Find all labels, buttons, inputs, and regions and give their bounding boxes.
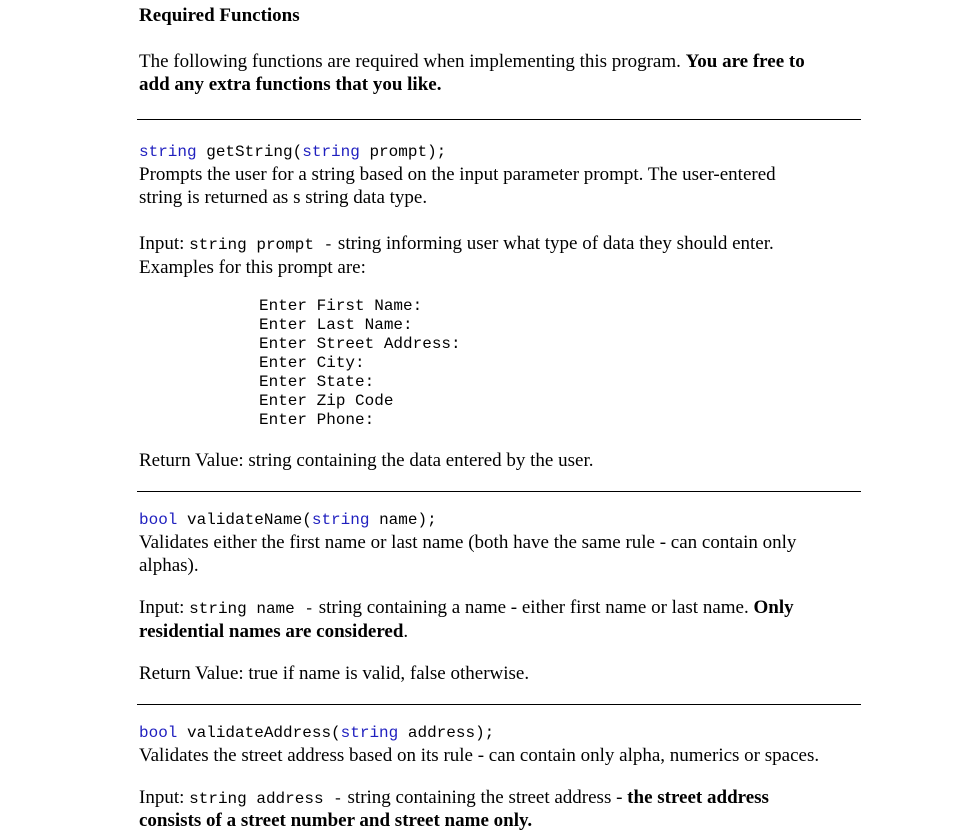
section-heading: Required Functions bbox=[139, 5, 300, 26]
intro-bold-1: You are free to bbox=[685, 51, 805, 72]
divider bbox=[137, 119, 861, 120]
example-item: Enter First Name: bbox=[259, 297, 423, 315]
example-item: Enter Phone: bbox=[259, 411, 375, 429]
example-item: Enter Zip Code bbox=[259, 392, 394, 410]
intro-line-1 bbox=[139, 51, 805, 73]
function-description: Validates either the first name or last name (both have the same rule - can contain only bbox=[139, 532, 797, 553]
example-item: Enter Street Address: bbox=[259, 335, 461, 353]
function-description: Prompts the user for a string based on the input parameter prompt. The user-entered bbox=[139, 164, 776, 185]
function-description: Validates the street address based on its rule - can contain only alpha, numerics or spaces. bbox=[139, 745, 820, 766]
intro-text: The following functions are required when implementing this program. bbox=[139, 51, 681, 72]
function-input: Input: string address - string containing the street address - the street address bbox=[139, 787, 769, 808]
function-signature: bool validateName(string name); bbox=[139, 511, 437, 529]
function-return-value: Return Value: true if name is valid, false otherwise. bbox=[139, 663, 530, 684]
divider bbox=[137, 704, 861, 705]
function-signature: string getString(string prompt); bbox=[139, 143, 447, 161]
function-description: string is returned as s string data type. bbox=[139, 187, 428, 208]
function-input: Input: string prompt - string informing user what type of data they should enter. bbox=[139, 233, 774, 254]
example-item: Enter State: bbox=[259, 373, 375, 391]
function-input-continued: consists of a street number and street name only. bbox=[139, 810, 533, 831]
function-input-continued: Examples for this prompt are: bbox=[139, 257, 366, 278]
function-signature: bool validateAddress(string address); bbox=[139, 724, 495, 742]
function-return-value: Return Value: string containing the data entered by the user. bbox=[139, 450, 594, 471]
example-list bbox=[259, 297, 461, 430]
divider bbox=[137, 491, 861, 492]
intro-line-2 bbox=[139, 74, 441, 96]
example-item: Enter City: bbox=[259, 354, 365, 372]
function-input-continued: residential names are considered. bbox=[139, 621, 409, 642]
intro-bold-2: add any extra functions that you like. bbox=[139, 74, 442, 95]
function-description: alphas). bbox=[139, 555, 199, 576]
function-input: Input: string name - string containing a name - either first name or last name. Only bbox=[139, 597, 794, 618]
example-item: Enter Last Name: bbox=[259, 316, 413, 334]
